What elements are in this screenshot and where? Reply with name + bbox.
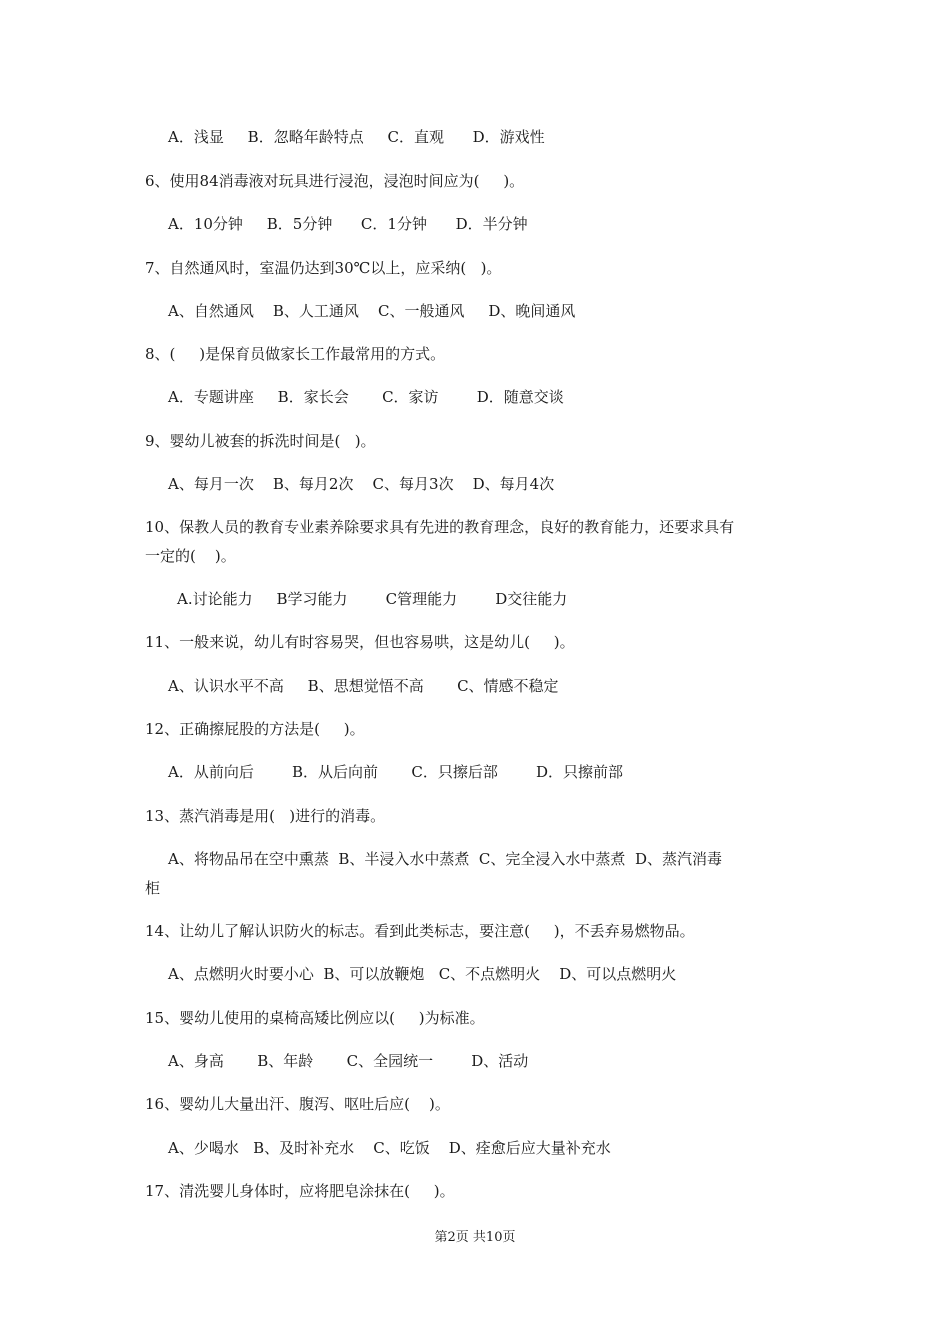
options-q11: A、认识水平不高 B、思想觉悟不高 C、情感不稳定	[168, 677, 559, 695]
options-q15: A、身高 B、年龄 C、全园统一 D、活动	[168, 1052, 529, 1070]
options-q16: A、少喝水 B、及时补充水 C、吃饭 D、痊愈后应大量补充水	[168, 1139, 611, 1157]
options-q5: A．浅显 B．忽略年龄特点 C．直观 D．游戏性	[168, 128, 545, 146]
question-8: 8、( )是保育员做家长工作最常用的方式。	[145, 345, 446, 363]
question-10: 10、保教人员的教育专业素养除要求具有先进的教育理念，良好的教育能力，还要求具有	[145, 518, 735, 536]
question-6: 6、使用84消毒液对玩具进行浸泡，浸泡时间应为( )。	[145, 172, 525, 190]
question-12: 12、正确擦屁股的方法是( )。	[145, 720, 365, 738]
question-13: 13、蒸汽消毒是用( )进行的消毒。	[145, 807, 386, 825]
question-7: 7、自然通风时，室温仍达到30℃以上，应采纳( )。	[145, 259, 502, 277]
options-q12: A．从前向后 B．从后向前 C．只擦后部 D．只擦前部	[168, 763, 624, 781]
options-q6: A．10分钟 B．5分钟 C．1分钟 D．半分钟	[168, 215, 528, 233]
options-q9: A、每月一次 B、每月2次 C、每月3次 D、每月4次	[168, 475, 555, 493]
options-q8: A．专题讲座 B．家长会 C．家访 D．随意交谈	[168, 388, 564, 406]
question-10-continued: 一定的( )。	[145, 547, 236, 565]
question-15: 15、婴幼儿使用的桌椅高矮比例应以( )为标准。	[145, 1009, 485, 1027]
options-q13: A、将物品吊在空中熏蒸 B、半浸入水中蒸煮 C、完全浸入水中蒸煮 D、蒸汽消毒	[168, 850, 722, 868]
options-q10: A.讨论能力 B学习能力 C管理能力 D交往能力	[177, 590, 568, 608]
question-16: 16、婴幼儿大量出汗、腹泻、呕吐后应( )。	[145, 1095, 450, 1113]
question-9: 9、婴幼儿被套的拆洗时间是( )。	[145, 432, 376, 450]
page-footer: 第2页 共10页	[434, 1230, 516, 1245]
question-14: 14、让幼儿了解认识防火的标志。看到此类标志，要注意( )，不丢弃易燃物品。	[145, 922, 695, 940]
question-11: 11、一般来说，幼儿有时容易哭，但也容易哄，这是幼儿( )。	[145, 633, 575, 651]
options-q7: A、自然通风 B、人工通风 C、一般通风 D、晚间通风	[168, 302, 576, 320]
options-q13-continued: 柜	[145, 879, 161, 897]
question-17: 17、清洗婴儿身体时，应将肥皂涂抹在( )。	[145, 1182, 455, 1200]
options-q14: A、点燃明火时要小心 B、可以放鞭炮 C、不点燃明火 D、可以点燃明火	[168, 965, 677, 983]
